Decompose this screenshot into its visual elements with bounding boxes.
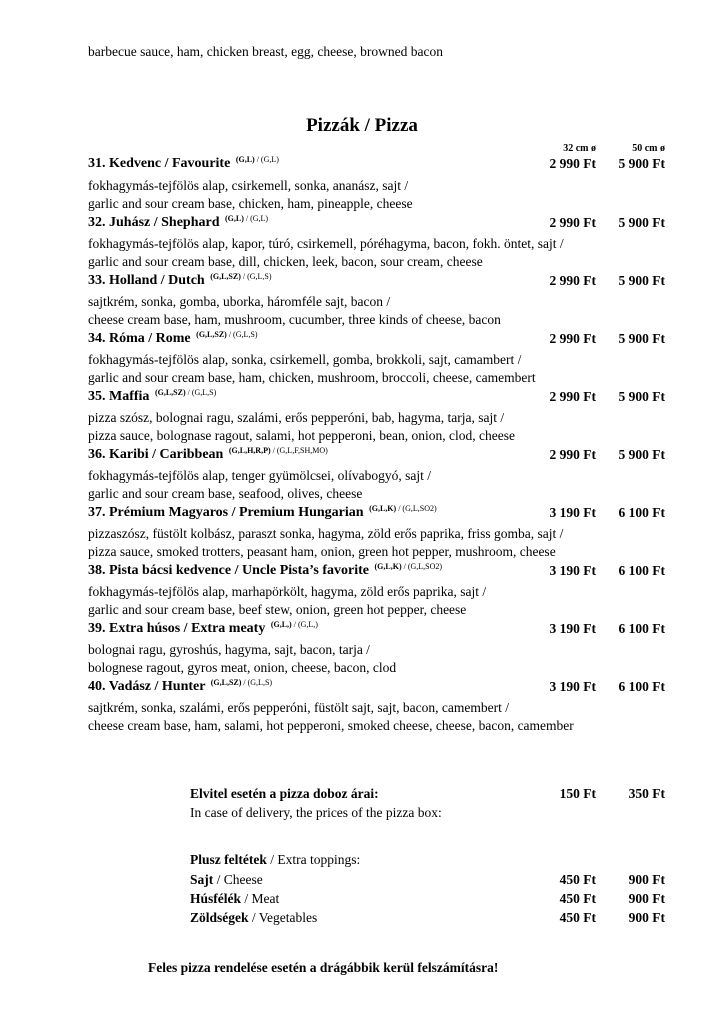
desc-en: cheese cream base, ham, salami, hot pepperoni, smoked cheese, cheese, bacon, camember — [88, 718, 574, 733]
pizza-name: 36. Karibi / Caribbean $^{(G,L,H,R,P)}$ $^{/ (G,L,F,SH,MO)}$ — [88, 446, 328, 462]
box-price-50: 350 Ft — [628, 786, 665, 801]
price-32: 3 190 Ft — [549, 563, 596, 578]
desc-hu: fokhagymás-tejfölös alap, kapor, túró, csirkemell, póréhagyma, bacon, fokh. öntet, sajt / — [88, 236, 564, 251]
desc-en: garlic and sour cream base, seafood, olives, cheese — [88, 486, 363, 501]
pizza-name: 33. Holland / Dutch $^{(G,L,SZ)}$ $^{/ (G,L,S)}$ — [88, 272, 272, 288]
desc-en: pizza sauce, bolognase ragout, salami, hot pepperoni, bean, onion, clod, cheese — [88, 428, 515, 443]
desc-en: garlic and sour cream base, ham, chicken, mushroom, broccoli, cheese, camembert — [88, 370, 536, 385]
toppings-heading: Plusz feltétek / Extra toppings: — [190, 852, 361, 867]
topping-price-32: 450 Ft — [559, 891, 596, 906]
topping-price-32: 450 Ft — [559, 910, 596, 925]
size-header-50: 50 cm ø — [632, 143, 665, 154]
desc-hu: fokhagymás-tejfölös alap, tenger gyümölcsei, olívabogyó, sajt / — [88, 468, 432, 483]
desc-en: garlic and sour cream base, chicken, ham, pineapple, cheese — [88, 196, 413, 211]
pizza-name: 31. Kedvenc / Favourite $^{(G,L)}$ $^{/ (G,L)}$ — [88, 155, 279, 171]
desc-hu: bolognai ragu, gyroshús, hagyma, sajt, bacon, tarja / — [88, 642, 370, 657]
size-header-32: 32 cm ø — [563, 143, 596, 154]
pizza-name: 37. Prémium Magyaros / Premium Hungarian $^{(G,L,K)}$ $^{/ (G,L,SO2)}$ — [88, 504, 437, 520]
desc-hu: sajtkrém, sonka, gomba, uborka, háromféle sajt, bacon / — [88, 294, 391, 309]
price-50: 5 900 Ft — [618, 156, 665, 171]
section-title: Pizzák / Pizza — [306, 115, 418, 136]
desc-hu: fokhagymás-tejfölös alap, marhapörkölt, hagyma, zöld erős paprika, sajt / — [88, 584, 487, 599]
intro-line: barbecue sauce, ham, chicken breast, egg, cheese, browned bacon — [88, 44, 443, 59]
price-32: 2 990 Ft — [549, 273, 596, 288]
price-50: 6 100 Ft — [618, 679, 665, 694]
price-32: 2 990 Ft — [549, 447, 596, 462]
desc-en: pizza sauce, smoked trotters, peasant ham, onion, green hot pepper, mushroom, cheese — [88, 544, 556, 559]
desc-hu: sajtkrém, sonka, szalámi, erős pepperóni, füstölt sajt, sajt, bacon, camembert / — [88, 700, 510, 715]
price-50: 6 100 Ft — [618, 621, 665, 636]
desc-hu: fokhagymás-tejfölös alap, sonka, csirkemell, gomba, brokkoli, sajt, camambert / — [88, 352, 522, 367]
box-price-32: 150 Ft — [559, 786, 596, 801]
topping-price-50: 900 Ft — [628, 910, 665, 925]
desc-en: garlic and sour cream base, beef stew, onion, green hot pepper, cheese — [88, 602, 467, 617]
box-label-en: In case of delivery, the prices of the pizza box: — [190, 805, 442, 820]
price-50: 5 900 Ft — [618, 331, 665, 346]
price-32: 2 990 Ft — [549, 215, 596, 230]
desc-hu: fokhagymás-tejfölös alap, csirkemell, sonka, ananász, sajt / — [88, 178, 409, 193]
desc-en: garlic and sour cream base, dill, chicken, leek, bacon, sour cream, cheese — [88, 254, 483, 269]
pizza-name: 39. Extra húsos / Extra meaty $^{(G,L,)}$ $^{/ (G,L,)}$ — [88, 620, 318, 636]
price-32: 2 990 Ft — [549, 331, 596, 346]
desc-en: cheese cream base, ham, mushroom, cucumber, three kinds of cheese, bacon — [88, 312, 501, 327]
price-50: 5 900 Ft — [618, 389, 665, 404]
desc-hu: pizza szósz, bolognai ragu, szalámi, erős pepperóni, bab, hagyma, tarja, sajt / — [88, 410, 505, 425]
box-label-hu: Elvitel esetén a pizza doboz árai: — [190, 786, 379, 801]
price-32: 2 990 Ft — [549, 156, 596, 171]
pizza-name: 32. Juhász / Shephard $^{(G,L)}$ $^{/ (G,L)}$ — [88, 214, 269, 230]
price-50: 6 100 Ft — [618, 505, 665, 520]
topping-price-50: 900 Ft — [628, 872, 665, 887]
price-50: 5 900 Ft — [618, 273, 665, 288]
price-32: 3 190 Ft — [549, 621, 596, 636]
topping-name: Húsfélék / Meat — [190, 891, 280, 906]
price-50: 6 100 Ft — [618, 563, 665, 578]
price-32: 3 190 Ft — [549, 679, 596, 694]
desc-en: bolognese ragout, gyros meat, onion, cheese, bacon, clod — [88, 660, 397, 675]
desc-hu: pizzaszósz, füstölt kolbász, paraszt sonka, hagyma, zöld erős paprika, friss gomba, sajt / — [88, 526, 564, 541]
price-50: 5 900 Ft — [618, 215, 665, 230]
pizza-name: 38. Pista bácsi kedvence / Uncle Pista’s favorite $^{(G,L,K)}$ $^{/ (G,L,SO2)}$ — [88, 562, 443, 578]
price-32: 3 190 Ft — [549, 505, 596, 520]
pizza-name: 40. Vadász / Hunter $^{(G,L,SZ)}$ $^{/ (G,L,S)}$ — [88, 678, 273, 694]
price-50: 5 900 Ft — [618, 447, 665, 462]
pizza-name: 34. Róma / Rome $^{(G,L,SZ)}$ $^{/ (G,L,S)}$ — [88, 330, 258, 346]
price-32: 2 990 Ft — [549, 389, 596, 404]
topping-price-32: 450 Ft — [559, 872, 596, 887]
topping-name: Sajt / Cheese — [190, 872, 263, 887]
half-pizza-note: Feles pizza rendelése esetén a drágábbik kerül felszámításra! — [148, 960, 499, 975]
pizza-name: 35. Maffia $^{(G,L,SZ)}$ $^{/ (G,L,S)}$ — [88, 388, 217, 404]
topping-price-50: 900 Ft — [628, 891, 665, 906]
topping-name: Zöldségek / Vegetables — [190, 910, 318, 925]
